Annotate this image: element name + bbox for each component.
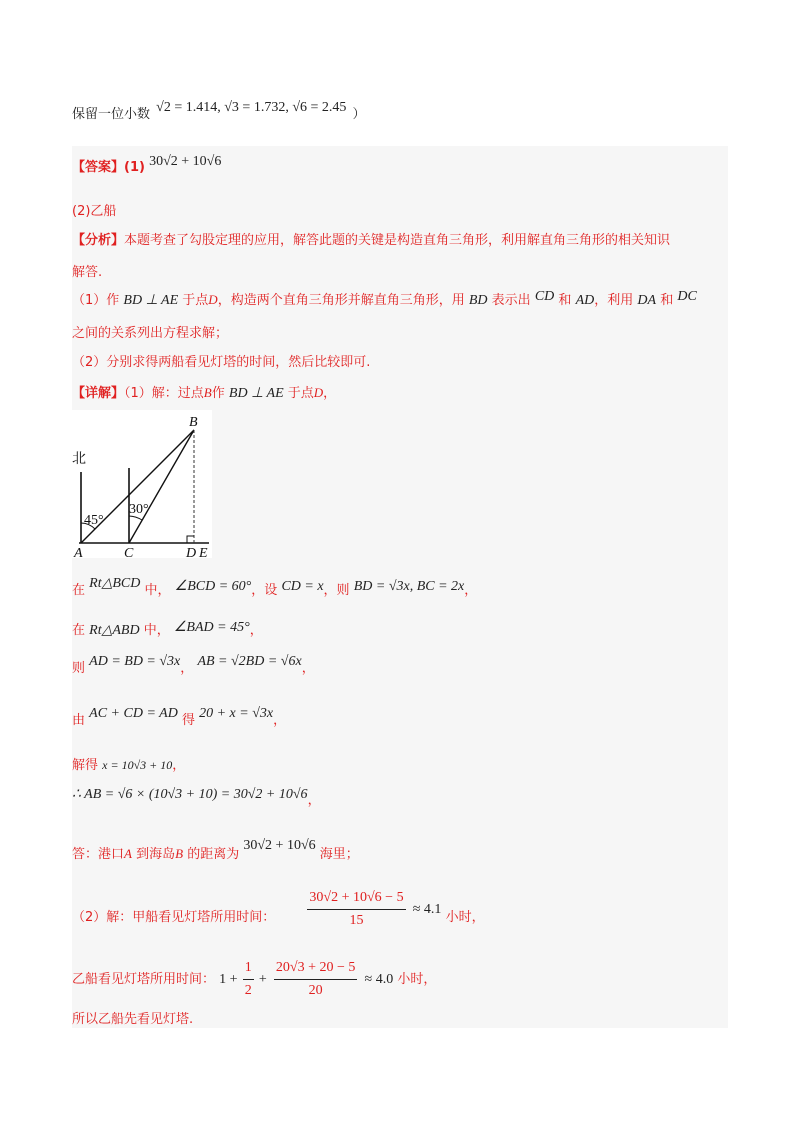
s9-pre: 1 + bbox=[219, 972, 238, 987]
s2-c: ， bbox=[249, 623, 263, 638]
analysis-text-1: 本题考查了勾股定理的应用，解答此题的关键是构造直角三角形，利用解直角三角形的相关知识 bbox=[124, 233, 671, 248]
s9-numerator: 20√3 + 20 − 5 bbox=[274, 958, 357, 980]
s8-a: （2）解：甲船看见灯塔所用时间： bbox=[72, 910, 276, 925]
s8-b: 小时， bbox=[445, 910, 485, 925]
s3-b: ， bbox=[180, 661, 194, 676]
detail-e: D bbox=[313, 385, 324, 400]
s1-c: ，设 bbox=[251, 583, 278, 598]
step-4 bbox=[72, 706, 287, 730]
step-6 bbox=[72, 786, 321, 808]
s1-tri: Rt△BCD bbox=[89, 576, 141, 591]
step-7 bbox=[72, 838, 359, 864]
analysis-3-da: DA bbox=[637, 293, 657, 308]
analysis-3e: 表示出 bbox=[491, 293, 531, 308]
analysis-3-cd: CD bbox=[534, 289, 555, 304]
s9-plus: + bbox=[258, 972, 267, 987]
detail-b: B bbox=[203, 385, 212, 400]
analysis-line-5: （2）分别求得两船看见灯塔的时间，然后比较即可. bbox=[72, 355, 371, 370]
analysis-line-2: 解答. bbox=[72, 265, 103, 280]
analysis-3f: 和 bbox=[558, 293, 572, 308]
question-close-paren: ） bbox=[352, 107, 366, 122]
s7-pb: B bbox=[175, 846, 184, 861]
s9-half-den: 2 bbox=[244, 983, 252, 998]
s4-b: 得 bbox=[181, 713, 195, 728]
analysis-3c: D bbox=[208, 292, 218, 307]
s9-half-num: 1 bbox=[243, 958, 254, 980]
s6-f: ∴ AB = √6 × (10√3 + 10) = 30√2 + 10√6 bbox=[72, 787, 308, 802]
s1-a: 在 bbox=[72, 583, 86, 598]
s3-f1: AD = BD = √3x bbox=[89, 654, 181, 669]
step-1 bbox=[72, 576, 478, 600]
analysis-3h: 和 bbox=[660, 293, 674, 308]
answer-part2: (2)乙船 bbox=[72, 204, 117, 219]
angle-label-a: 45° bbox=[84, 513, 104, 528]
s7-b: 到海岛 bbox=[136, 847, 176, 862]
detail-formula: BD ⊥ AE bbox=[228, 386, 284, 401]
point-label-c: C bbox=[124, 546, 134, 560]
s8-numerator: 30√2 + 10√6 − 5 bbox=[307, 888, 405, 910]
s8-approx: ≈ 4.1 bbox=[412, 902, 442, 917]
s9-half bbox=[243, 958, 254, 1001]
s3-c: ， bbox=[301, 661, 315, 676]
s7-d: 海里； bbox=[319, 847, 359, 862]
s4-f1: AC + CD = AD bbox=[89, 706, 178, 721]
s8-denominator: 15 bbox=[349, 913, 364, 928]
s4-c: ， bbox=[273, 713, 287, 728]
step-9 bbox=[72, 958, 436, 1001]
detail-c: 作 bbox=[211, 386, 225, 401]
question-tail bbox=[72, 100, 366, 124]
s5-f: x = 10√3 + 10 bbox=[102, 758, 173, 772]
step-10: 所以乙船先看见灯塔. bbox=[72, 1012, 194, 1027]
s8-fraction bbox=[307, 888, 405, 931]
s9-a: 乙船看见灯塔所用时间： bbox=[72, 972, 216, 987]
answer-tag: 【答案】 bbox=[72, 160, 125, 175]
step-5 bbox=[72, 756, 185, 775]
s1-d: ，则 bbox=[323, 583, 350, 598]
s1-angle: ∠BCD = 60° bbox=[174, 579, 252, 594]
analysis-3-bd: BD bbox=[468, 293, 488, 308]
s2-tri: Rt△ABD bbox=[89, 623, 140, 638]
s2-angle: ∠BAD = 45° bbox=[173, 620, 250, 635]
s4-f2: 20 + x = √3x bbox=[199, 706, 274, 721]
point-label-a: A bbox=[74, 546, 83, 560]
analysis-3-formula: BD ⊥ AE bbox=[123, 293, 179, 308]
s2-a: 在 bbox=[72, 623, 86, 638]
s3-a: 则 bbox=[72, 661, 86, 676]
s7-f: 30√2 + 10√6 bbox=[243, 838, 316, 853]
s5-a: 解得 bbox=[72, 758, 99, 773]
s9-fraction bbox=[274, 958, 357, 1001]
answer-line bbox=[72, 154, 222, 177]
point-label-e: E bbox=[199, 546, 208, 560]
s9-denominator: 20 bbox=[308, 983, 323, 998]
s1-bd: BD = √3x, BC = 2x bbox=[353, 579, 465, 594]
angle-label-c: 30° bbox=[129, 502, 149, 517]
detail-d: 于点 bbox=[287, 386, 314, 401]
answer-part1-label: (1) bbox=[124, 160, 145, 175]
step-3 bbox=[72, 654, 315, 678]
sqrt-values: √2 = 1.414, √3 = 1.732, √6 = 2.45 bbox=[156, 100, 347, 115]
s9-b: 小时， bbox=[397, 972, 437, 987]
s7-a: 答：港口 bbox=[72, 847, 125, 862]
s1-cd: CD = x bbox=[281, 579, 324, 594]
analysis-3d: ，构造两个直角三角形并解直角三角形，用 bbox=[217, 293, 465, 308]
analysis-3-dc: DC bbox=[677, 289, 697, 304]
detail-a: （1）解：过点 bbox=[124, 386, 204, 401]
point-label-d: D bbox=[186, 546, 197, 560]
step-2 bbox=[72, 622, 263, 640]
s6-b: ， bbox=[307, 793, 321, 808]
analysis-3-ad: AD bbox=[575, 293, 595, 308]
detail-f: ， bbox=[323, 386, 337, 401]
s4-a: 由 bbox=[72, 713, 86, 728]
s3-f2: AB = √2BD = √6x bbox=[197, 654, 302, 669]
step-8 bbox=[72, 888, 485, 931]
analysis-3b: 于点 bbox=[182, 293, 209, 308]
analysis-3a: （1）作 bbox=[72, 293, 120, 308]
s1-b: 中， bbox=[144, 583, 171, 598]
analysis-line-3 bbox=[72, 291, 697, 310]
point-label-b: B bbox=[189, 415, 198, 430]
north-label: 北 bbox=[72, 451, 86, 467]
detail-intro bbox=[72, 384, 336, 403]
s2-b: 中， bbox=[143, 623, 170, 638]
analysis-line-1 bbox=[72, 232, 670, 250]
analysis-line-4: 之间的关系列出方程求解； bbox=[72, 326, 229, 341]
question-tail-text: 保留一位小数 bbox=[72, 107, 151, 122]
detail-tag: 【详解】 bbox=[72, 386, 125, 401]
answer-part1-value: 30√2 + 10√6 bbox=[149, 154, 222, 169]
analysis-3g: ，利用 bbox=[594, 293, 634, 308]
geometry-diagram bbox=[72, 410, 217, 560]
s1-e: ， bbox=[464, 583, 478, 598]
s7-c: 的距离为 bbox=[187, 847, 240, 862]
s9-approx: ≈ 4.0 bbox=[364, 972, 394, 987]
s5-b: ， bbox=[172, 758, 186, 773]
analysis-tag: 【分析】 bbox=[72, 233, 125, 248]
s7-pa: A bbox=[124, 846, 132, 861]
